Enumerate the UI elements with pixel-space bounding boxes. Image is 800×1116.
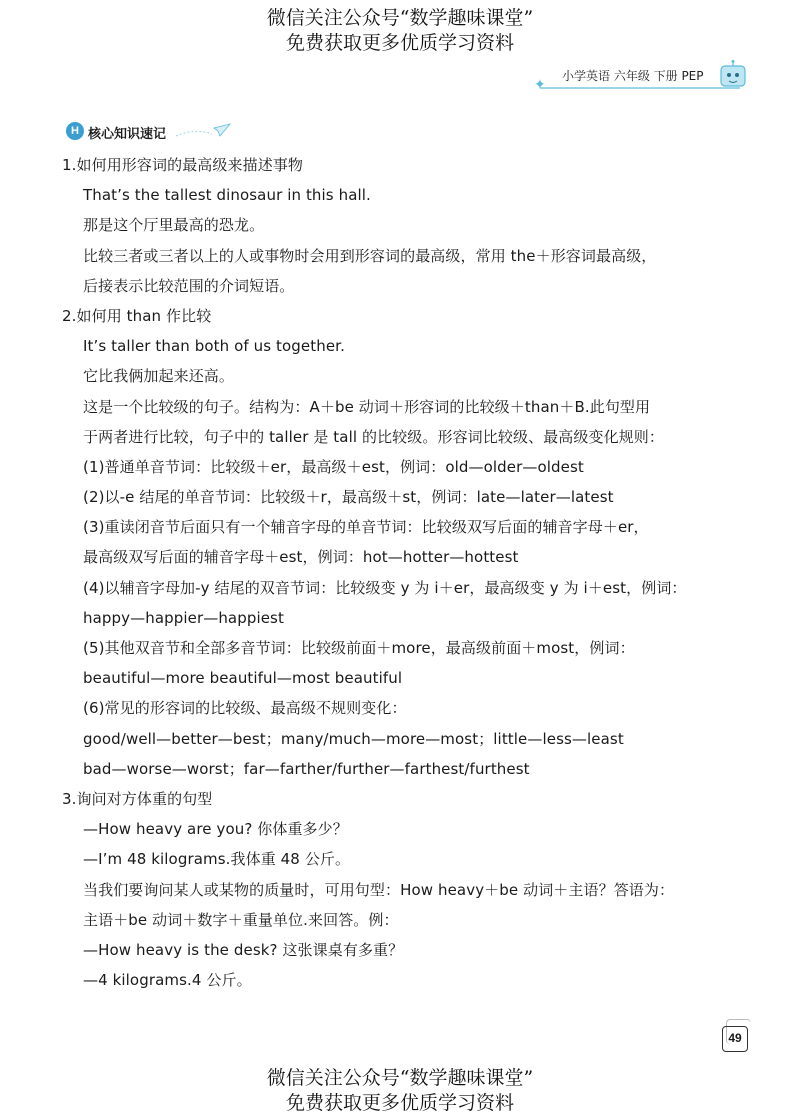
book-title: 小学英语 六年级 下册 PEP (562, 69, 704, 83)
rule-item: good/well—better—best；many/much—more—most；little—less—least (83, 729, 624, 748)
example-sentence: That’s the tallest dinosaur in this hall. (83, 186, 371, 205)
section-heading (66, 120, 236, 144)
heading-2: 2.如何用 than 作比较 (62, 306, 212, 325)
paper-plane-icon (174, 122, 234, 142)
explanation: 主语＋be 动词＋数字＋重量单位.来回答。例： (83, 910, 399, 929)
rule-item: (1)普通单音节词：比较级＋er，最高级＋est，例词：old—older—oldest (83, 457, 584, 476)
example-sentence: It’s taller than both of us together. (83, 337, 345, 356)
main-content (62, 150, 752, 995)
header-rule (540, 87, 740, 89)
dialogue-line: —How heavy are you? 你体重多少？ (83, 820, 348, 839)
running-header (534, 60, 770, 96)
explanation: 比较三者或三者以上的人或事物时会用到形容词的最高级，常用 the＋形容词最高级， (83, 246, 657, 265)
rule-item: (2)以-e 结尾的单音节词：比较级＋r，最高级＋st，例词：late—later—latest (83, 488, 614, 507)
watermark-top (0, 6, 800, 56)
rule-item: beautiful—more beautiful—most beautiful (83, 669, 403, 688)
explanation: 这是一个比较级的句子。结构为：A＋be 动词＋形容词的比较级＋than＋B.此句型用 (83, 397, 651, 416)
watermark-bottom (0, 1066, 800, 1116)
explanation: 当我们要询问某人或某物的质量时，可用句型：How heavy＋be 动词＋主语？答语为： (83, 880, 675, 899)
watermark-line-2: 免费获取更多优质学习资料 (285, 32, 514, 54)
robot-mascot-icon (715, 60, 751, 90)
heading-3: 3.询问对方体重的句型 (62, 789, 213, 808)
explanation: 于两者进行比较，句子中的 taller 是 tall 的比较级。形容词比较级、最高级变化规则： (83, 427, 664, 446)
watermark-line-1: 微信关注公众号“数学趣味课堂” (266, 7, 534, 29)
dialogue-line: —How heavy is the desk? 这张课桌有多重？ (83, 940, 404, 959)
rule-item: (6)常见的形容词的比较级、最高级不规则变化： (83, 699, 407, 718)
rule-item: (4)以辅音字母加-y 结尾的双音节词：比较级变 y 为 i＋er，最高级变 y 为 i＋est，例词： (83, 578, 687, 597)
watermark-line-2: 免费获取更多优质学习资料 (285, 1092, 514, 1114)
heading-1: 1.如何用形容词的最高级来描述事物 (62, 156, 304, 174)
translation: 那是这个厅里最高的恐龙。 (83, 216, 265, 235)
rule-item: (5)其他双音节和全部多音节词：比较级前面＋more，最高级前面＋most，例词： (83, 639, 635, 657)
rule-item: 最高级双写后面的辅音字母＋est，例词：hot—hotter—hottest (83, 548, 519, 567)
dialogue-line: —4 kilograms.4 公斤。 (83, 971, 252, 990)
sparkle-icon: ✦ (534, 77, 546, 93)
section-badge: H (66, 122, 84, 140)
rule-item: (3)重读闭音节后面只有一个辅音字母的单音节词：比较级双写后面的辅音字母＋er， (83, 518, 649, 537)
watermark-line-1: 微信关注公众号“数学趣味课堂” (266, 1067, 534, 1089)
rule-item: happy—happier—happiest (83, 608, 284, 627)
section-title: 核心知识速记 (88, 127, 167, 142)
page-number: 49 (722, 1026, 748, 1052)
dialogue-line: —I’m 48 kilograms.我体重 48 公斤。 (83, 850, 351, 869)
explanation: 后接表示比较范围的介词短语。 (83, 276, 295, 295)
translation: 它比我俩加起来还高。 (83, 367, 235, 386)
rule-item: bad—worse—worst；far—farther/further—farthest/furthest (83, 759, 530, 778)
